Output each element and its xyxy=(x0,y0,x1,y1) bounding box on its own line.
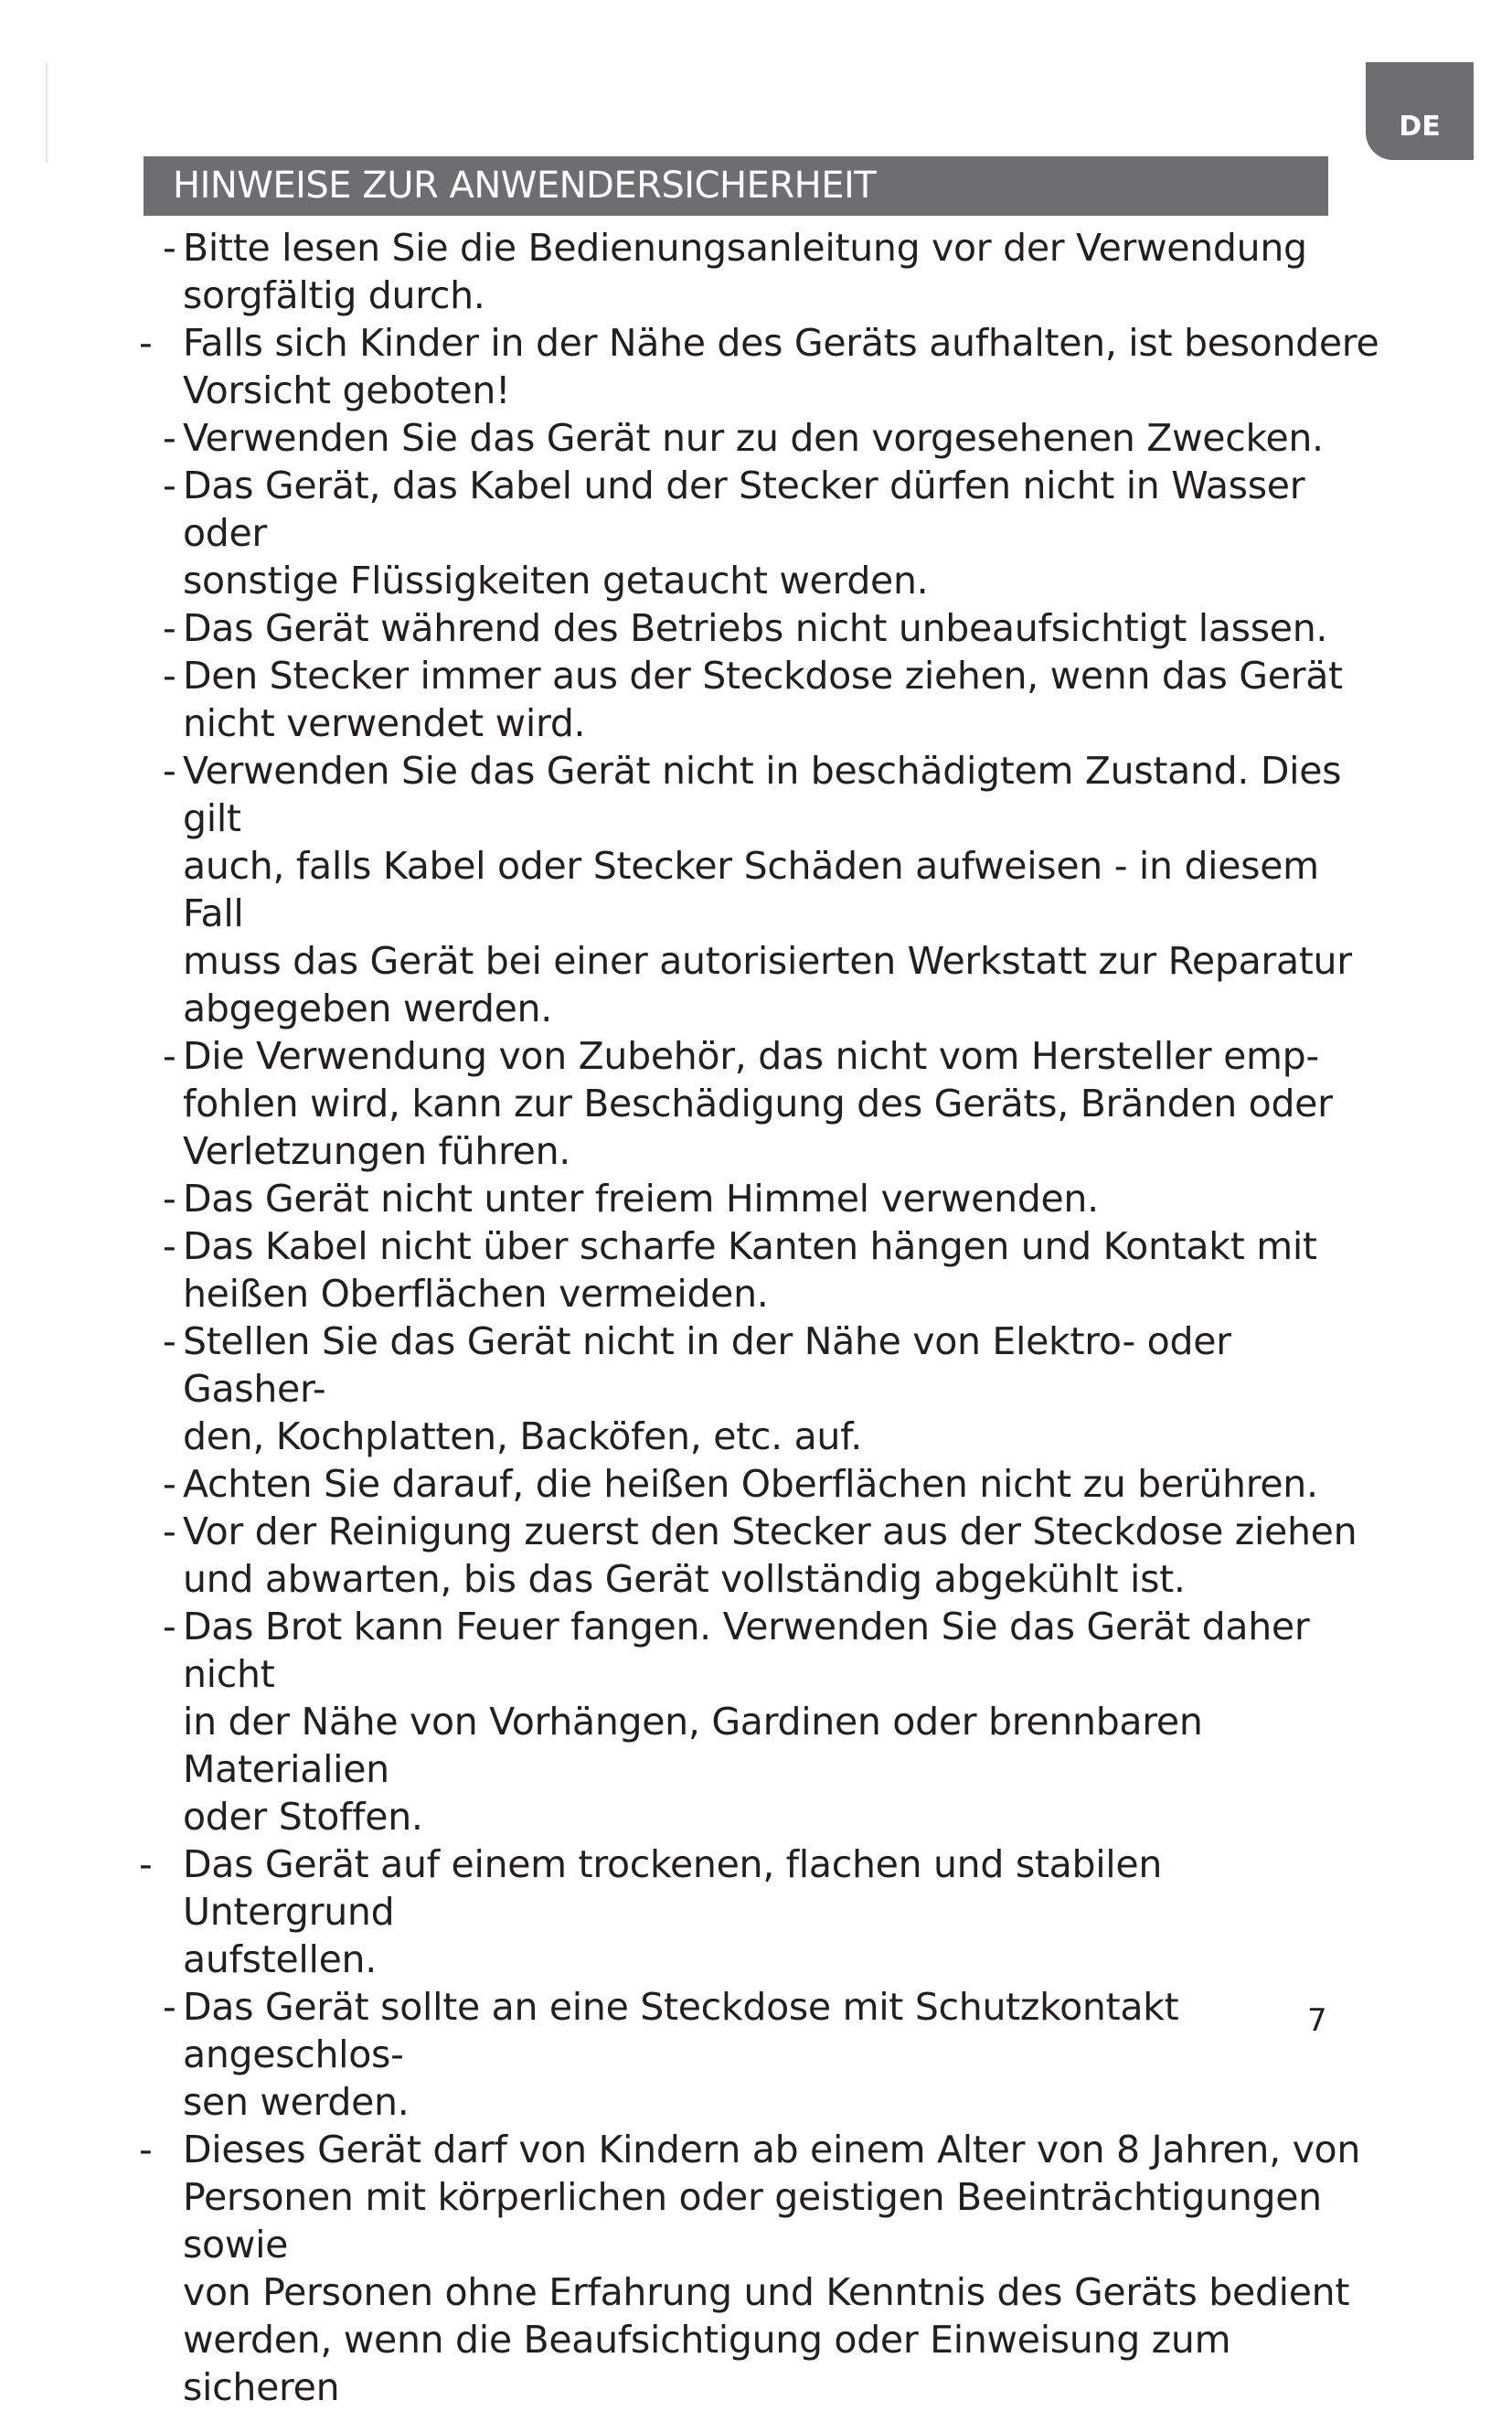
list-item xyxy=(137,1603,1380,1840)
safety-notes-list xyxy=(137,224,1380,2411)
list-item-text: Stellen Sie das Gerät nicht in der Nähe von Elektro- oder Gasher- den, Kochplatten, Backöfen, etc. auf. xyxy=(183,1319,1231,1458)
section-heading: HINWEISE ZUR ANWENDERSICHERHEIT xyxy=(144,156,1328,216)
list-item xyxy=(137,652,1380,747)
list-item-text: Das Gerät, das Kabel und der Stecker dürfen nicht in Wasser oder sonstige Flüssigkeiten getaucht werden. xyxy=(183,464,1305,603)
list-dash: - xyxy=(163,606,176,650)
list-dash: - xyxy=(163,1510,176,1553)
list-dash: - xyxy=(163,654,176,698)
list-item-text: Vor der Reinigung zuerst den Stecker aus der Steckdose ziehen und abwarten, bis das Gerät vollständig abgekühlt ist. xyxy=(183,1510,1358,1601)
list-item-text: Verwenden Sie das Gerät nur zu den vorgesehenen Zwecken. xyxy=(183,416,1324,460)
list-dash: - xyxy=(163,1224,176,1268)
list-item xyxy=(137,1508,1380,1603)
list-item-text: Achten Sie darauf, die heißen Oberflächen nicht zu berühren. xyxy=(183,1462,1318,1506)
list-item xyxy=(137,1460,1380,1508)
list-dash: - xyxy=(139,1842,153,1886)
list-item-text: Das Gerät sollte an eine Steckdose mit Schutzkontakt angeschlos- sen werden. xyxy=(183,1985,1179,2124)
list-dash: - xyxy=(163,464,176,507)
list-item xyxy=(137,1032,1380,1175)
list-item-text: Verwenden Sie das Gerät nicht in beschädigtem Zustand. Dies gilt auch, falls Kabel oder Stecker Schäden aufweisen - in diesem Fall muss das Gerät bei einer autorisierten Werkstatt zur Reparatur abgegeben werden. xyxy=(183,749,1352,1030)
list-item xyxy=(137,1175,1380,1222)
list-dash: - xyxy=(139,321,153,365)
list-item-text: Falls sich Kinder in der Nähe des Geräts aufhalten, ist besondere Vorsicht geboten! xyxy=(183,321,1379,412)
list-item xyxy=(137,414,1380,462)
list-item xyxy=(137,1840,1380,1983)
list-dash: - xyxy=(163,1177,176,1221)
list-item-text: Die Verwendung von Zubehör, das nicht vom Hersteller emp- fohlen wird, kann zur Beschädigung des Geräts, Bränden oder Verletzungen führen. xyxy=(183,1034,1333,1173)
list-dash: - xyxy=(163,1605,176,1648)
list-item-text: Dieses Gerät darf von Kindern ab einem Alter von 8 Jahren, von Personen mit körperlichen oder geistigen Beeinträchtigungen sowie von Personen ohne Erfahrung und Kenntnis des Geräts bedient werden, wenn die Beaufsichtigung oder Einweisung zum sicheren xyxy=(183,2128,1361,2409)
list-dash: - xyxy=(163,1319,176,1363)
list-dash: - xyxy=(163,1462,176,1506)
list-dash: - xyxy=(163,1985,176,2029)
list-item xyxy=(137,604,1380,652)
list-item xyxy=(137,1983,1380,2126)
list-item-text: Das Brot kann Feuer fangen. Verwenden Sie das Gerät daher nicht in der Nähe von Vorhängen, Gardinen oder brennbaren Materialien oder Stoffen. xyxy=(183,1605,1310,1839)
list-dash: - xyxy=(163,416,176,460)
list-dash: - xyxy=(139,2128,153,2171)
list-dash: - xyxy=(163,749,176,793)
list-item xyxy=(137,2126,1380,2411)
page-number: 7 xyxy=(1307,2002,1327,2039)
list-item-text: Das Gerät auf einem trockenen, flachen und stabilen Untergrund aufstellen. xyxy=(183,1842,1163,1981)
list-item-text: Das Gerät nicht unter freiem Himmel verwenden. xyxy=(183,1177,1099,1221)
list-item-text: Bitte lesen Sie die Bedienungsanleitung vor der Verwendung sorgfältig durch. xyxy=(183,226,1307,317)
language-tab: DE xyxy=(1366,62,1474,160)
list-dash: - xyxy=(163,226,176,270)
list-item xyxy=(137,462,1380,604)
list-item-text: Den Stecker immer aus der Steckdose ziehen, wenn das Gerät nicht verwendet wird. xyxy=(183,654,1343,745)
list-item-text: Das Gerät während des Betriebs nicht unbeaufsichtigt lassen. xyxy=(183,606,1328,650)
list-item xyxy=(137,1318,1380,1460)
list-item xyxy=(137,1222,1380,1318)
list-item xyxy=(137,224,1380,319)
list-item xyxy=(137,319,1380,414)
list-item-text: Das Kabel nicht über scharfe Kanten hängen und Kontakt mit heißen Oberflächen vermeiden. xyxy=(183,1224,1317,1316)
list-item xyxy=(137,747,1380,1032)
margin-line xyxy=(46,62,48,163)
list-dash: - xyxy=(163,1034,176,1078)
